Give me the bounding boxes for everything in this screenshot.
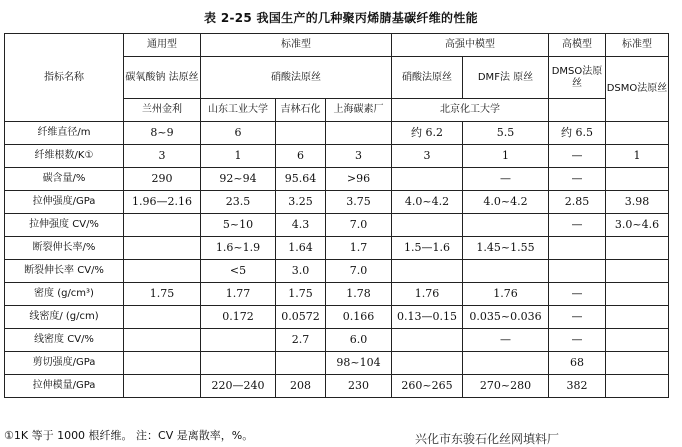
table-cell: 98~104 <box>326 352 392 375</box>
table-cell: 3 <box>392 145 463 168</box>
precursor-cell: 碳氧酸钠 法原丝 <box>124 57 201 99</box>
table-cell <box>392 352 463 375</box>
table-cell: >96 <box>326 168 392 191</box>
table-row <box>5 191 669 214</box>
table-cell: 270~280 <box>463 375 549 398</box>
table-cell: 1.7 <box>326 237 392 260</box>
table-cell: 1.6~1.9 <box>201 237 276 260</box>
table-cell: 1.64 <box>276 237 326 260</box>
table-cell: 约 6.2 <box>392 122 463 145</box>
table-cell <box>124 352 201 375</box>
table-cell <box>606 283 669 306</box>
table-cell: 4.0~4.2 <box>392 191 463 214</box>
table-cell: 382 <box>549 375 606 398</box>
table-row <box>5 306 669 329</box>
table-cell: 1.75 <box>124 283 201 306</box>
table-row <box>5 145 669 168</box>
table-cell <box>606 260 669 283</box>
table-cell <box>606 122 669 145</box>
table-cell: 1.77 <box>201 283 276 306</box>
table-cell: — <box>549 214 606 237</box>
table-row <box>5 260 669 283</box>
table-cell: 230 <box>326 375 392 398</box>
table-cell: 6 <box>201 122 276 145</box>
table-cell: 4.3 <box>276 214 326 237</box>
row-label: 密度 (g/cm³) <box>5 283 124 306</box>
table-cell <box>606 329 669 352</box>
precursor-cell: 硝酸法原丝 <box>392 57 463 99</box>
table-cell: 1.75 <box>276 283 326 306</box>
table-cell: 23.5 <box>201 191 276 214</box>
table-cell: 6.0 <box>326 329 392 352</box>
table-cell: 0.0572 <box>276 306 326 329</box>
table-cell: 3 <box>326 145 392 168</box>
table-row <box>5 329 669 352</box>
table-cell: 1.76 <box>392 283 463 306</box>
table-cell: 95.64 <box>276 168 326 191</box>
table-cell: 5.5 <box>463 122 549 145</box>
table-row <box>5 168 669 191</box>
table-cell: 0.13—0.15 <box>392 306 463 329</box>
table-cell: 2.7 <box>276 329 326 352</box>
table-cell: 3.75 <box>326 191 392 214</box>
table-cell: 0.172 <box>201 306 276 329</box>
table-cell: — <box>549 306 606 329</box>
maker-cell: 兰州金利 <box>124 99 201 122</box>
table-cell: 260~265 <box>392 375 463 398</box>
table-cell: 4.0~4.2 <box>463 191 549 214</box>
table-cell <box>606 168 669 191</box>
table-cell: 3 <box>124 145 201 168</box>
table-cell: 6 <box>276 145 326 168</box>
row-label: 线密度 CV/% <box>5 329 124 352</box>
table-cell: 220—240 <box>201 375 276 398</box>
table-cell: 1.96—2.16 <box>124 191 201 214</box>
table-cell: 3.0~4.6 <box>606 214 669 237</box>
table-cell: 1.76 <box>463 283 549 306</box>
table-cell: 3.98 <box>606 191 669 214</box>
table-cell: 5~10 <box>201 214 276 237</box>
table-cell: 1 <box>463 145 549 168</box>
table-cell <box>463 352 549 375</box>
table-cell: — <box>549 168 606 191</box>
table-cell <box>606 375 669 398</box>
table-cell: 1.45~1.55 <box>463 237 549 260</box>
table-cell <box>606 352 669 375</box>
table-cell: 7.0 <box>326 260 392 283</box>
maker-cell: 上海碳素厂 <box>326 99 392 122</box>
table-cell <box>463 214 549 237</box>
table-cell <box>392 214 463 237</box>
table-cell <box>124 214 201 237</box>
table-row <box>5 214 669 237</box>
precursor-cell: DSMO法原丝 <box>606 57 669 122</box>
watermark-text: 兴化市东骏石化丝网填料厂 <box>415 432 560 446</box>
row-label: 剪切强度/GPa <box>5 352 124 375</box>
precursor-cell: 硝酸法原丝 <box>201 57 392 99</box>
group-high-strength: 高强中模型 <box>392 34 549 57</box>
table-cell: 1.5—1.6 <box>392 237 463 260</box>
table-cell: — <box>549 329 606 352</box>
table-cell: 0.035~0.036 <box>463 306 549 329</box>
table-cell: <5 <box>201 260 276 283</box>
table-cell: 1 <box>201 145 276 168</box>
table-cell: 92~94 <box>201 168 276 191</box>
table-row <box>5 237 669 260</box>
table-cell: 3.0 <box>276 260 326 283</box>
maker-cell: 北京化工大学 <box>392 99 549 122</box>
row-label: 线密度/ (g/cm) <box>5 306 124 329</box>
table-cell <box>276 122 326 145</box>
table-cell <box>124 260 201 283</box>
maker-cell: 山东工业大学 <box>201 99 276 122</box>
table-cell <box>549 237 606 260</box>
table-cell: 7.0 <box>326 214 392 237</box>
table-cell <box>276 352 326 375</box>
row-label: 拉伸模量/GPa <box>5 375 124 398</box>
footnote: ①1K 等于 1000 根纤维。 注：CV 是离散率，%。 <box>4 429 254 442</box>
row-label: 拉伸强度 CV/% <box>5 214 124 237</box>
table-cell <box>124 329 201 352</box>
table-cell: 68 <box>549 352 606 375</box>
table-cell: — <box>463 329 549 352</box>
row-label: 断裂伸长率 CV/% <box>5 260 124 283</box>
table-row <box>5 283 669 306</box>
row-label: 拉伸强度/GPa <box>5 191 124 214</box>
group-high-modulus: 高模型 <box>549 34 606 57</box>
precursor-cell: DMF法 原丝 <box>463 57 549 99</box>
table-cell: 8~9 <box>124 122 201 145</box>
table-cell: 290 <box>124 168 201 191</box>
table-cell: 约 6.5 <box>549 122 606 145</box>
indicator-header: 指标名称 <box>5 34 124 122</box>
table-cell: 208 <box>276 375 326 398</box>
table-cell: — <box>549 283 606 306</box>
table-cell <box>392 329 463 352</box>
table-cell <box>124 306 201 329</box>
table-cell: 2.85 <box>549 191 606 214</box>
group-standard-2: 标准型 <box>606 34 669 57</box>
table-cell: — <box>549 145 606 168</box>
table-cell <box>549 260 606 283</box>
group-standard: 标准型 <box>201 34 392 57</box>
table-title: 表 2-25 我国生产的几种聚丙烯腈基碳纤维的性能 <box>204 11 478 25</box>
table-cell <box>201 329 276 352</box>
table-cell: 0.166 <box>326 306 392 329</box>
table-cell: — <box>463 168 549 191</box>
precursor-cell: DMSO法原丝 <box>549 57 606 99</box>
table-row <box>5 122 669 145</box>
table-cell: 1 <box>606 145 669 168</box>
table-cell <box>392 168 463 191</box>
table-cell <box>326 122 392 145</box>
row-label: 断裂伸长率/% <box>5 237 124 260</box>
row-label: 纤维直径/m <box>5 122 124 145</box>
table-cell: 3.25 <box>276 191 326 214</box>
table-cell <box>463 260 549 283</box>
table-cell: 1.78 <box>326 283 392 306</box>
group-general: 通用型 <box>124 34 201 57</box>
table-cell <box>606 306 669 329</box>
table-row <box>5 352 669 375</box>
properties-table <box>4 33 669 398</box>
maker-cell: 吉林石化 <box>276 99 326 122</box>
row-label: 纤维根数/K① <box>5 145 124 168</box>
table-cell <box>606 237 669 260</box>
table-row <box>5 375 669 398</box>
table-cell <box>124 375 201 398</box>
table-cell <box>201 352 276 375</box>
row-label: 碳含量/% <box>5 168 124 191</box>
table-cell <box>124 237 201 260</box>
table-cell <box>392 260 463 283</box>
maker-cell <box>549 99 606 122</box>
